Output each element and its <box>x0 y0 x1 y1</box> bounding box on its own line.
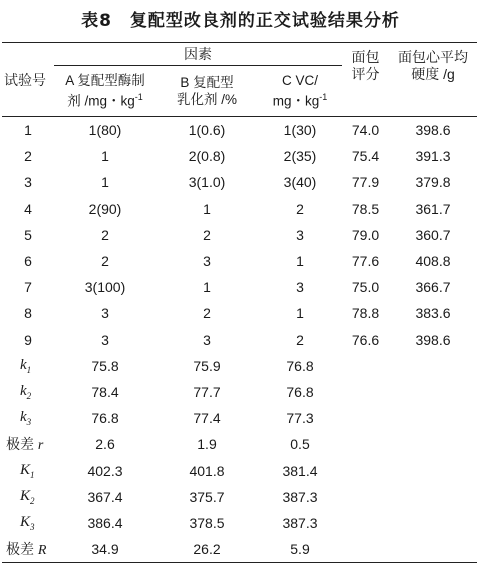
cell-b: 75.9 <box>193 357 221 374</box>
cell-empty <box>342 405 389 431</box>
table-title: 表8 复配型改良剂的正交试验结果分析 <box>81 11 400 31</box>
factor-a-sup: -1 <box>134 92 143 103</box>
factor-a-header <box>54 66 156 117</box>
cell-empty <box>342 379 389 405</box>
range-label: 极差 <box>6 436 38 453</box>
table-row <box>2 248 477 274</box>
factor-b-header <box>156 66 258 117</box>
factor-c-line1: C VC/ <box>282 73 319 89</box>
stat-label-range-r <box>2 431 54 457</box>
cell-score: 77.9 <box>351 174 380 191</box>
stat-row-k3 <box>2 405 477 431</box>
stat-label-k2 <box>2 379 54 405</box>
cell-b: 1 <box>203 279 211 296</box>
cell-hardness: 391.3 <box>415 148 451 165</box>
table-row <box>2 222 477 248</box>
table-row <box>2 327 477 353</box>
cell-hardness: 366.7 <box>415 279 451 296</box>
cell-a: 1(80) <box>88 122 122 139</box>
cell-hardness: 408.8 <box>415 253 451 270</box>
stat-subscript: 2 <box>30 495 35 506</box>
cell-a: 1 <box>101 148 109 165</box>
cell-empty <box>342 536 389 563</box>
cell-score: 77.6 <box>351 253 380 270</box>
cell-c: 3 <box>296 226 304 243</box>
stat-label-range-R <box>2 536 54 563</box>
trial-no: 6 <box>24 253 32 270</box>
stat-subscript: 2 <box>26 390 32 401</box>
trial-no: 2 <box>24 148 32 165</box>
stat-label-K2 <box>2 484 54 510</box>
cell-hardness: 398.6 <box>415 122 451 139</box>
stat-symbol: k <box>20 356 27 373</box>
trial-no: 9 <box>24 331 32 348</box>
cell-a: 76.8 <box>91 410 119 427</box>
cell-empty <box>389 353 477 379</box>
hardness-header-line1: 面包心平均 <box>398 49 469 65</box>
table-row <box>2 196 477 222</box>
table-row <box>2 169 477 195</box>
cell-score: 75.4 <box>351 148 380 165</box>
cell-c: 2 <box>296 331 304 348</box>
cell-a: 34.9 <box>54 536 156 563</box>
orthogonal-test-table <box>2 42 477 563</box>
score-header <box>342 43 389 117</box>
stat-row-K1 <box>2 457 477 483</box>
cell-c: 381.4 <box>282 462 318 479</box>
stat-label-K3 <box>2 510 54 536</box>
trial-no: 7 <box>24 279 32 296</box>
stat-label-k1 <box>2 353 54 379</box>
cell-c: 3(40) <box>283 174 317 191</box>
stat-label-k3 <box>2 405 54 431</box>
cell-score: 78.5 <box>351 200 380 217</box>
stat-symbol: k <box>20 382 27 399</box>
cell-b: 378.5 <box>189 514 225 531</box>
cell-empty <box>342 484 389 510</box>
table-row <box>2 274 477 300</box>
trial-no-header: 试验号 <box>2 43 54 117</box>
cell-b: 77.4 <box>193 410 221 427</box>
cell-score: 79.0 <box>351 226 380 243</box>
cell-b: 26.2 <box>156 536 258 563</box>
cell-score: 76.6 <box>351 331 380 348</box>
cell-a: 75.8 <box>91 357 119 374</box>
stat-symbol: K <box>20 513 31 530</box>
cell-c: 2 <box>296 200 304 217</box>
table-row <box>2 300 477 326</box>
cell-score: 75.0 <box>351 279 380 296</box>
cell-a: 2.6 <box>95 436 115 453</box>
cell-hardness: 383.6 <box>415 305 451 322</box>
cell-a: 386.4 <box>87 514 123 531</box>
stat-row-k1 <box>2 353 477 379</box>
stat-symbol: R <box>37 543 47 559</box>
cell-a: 3(100) <box>84 279 126 296</box>
stat-subscript: 1 <box>26 364 32 375</box>
stat-row-k2 <box>2 379 477 405</box>
cell-empty <box>389 431 477 457</box>
factors-header: 因素 <box>54 43 342 66</box>
cell-empty <box>342 457 389 483</box>
cell-a: 367.4 <box>87 488 123 505</box>
cell-c: 387.3 <box>282 488 318 505</box>
stat-row-range-r <box>2 431 477 457</box>
stat-subscript: 3 <box>30 521 35 532</box>
factor-b-line1: B 复配型 <box>180 75 234 90</box>
stat-row-range-R <box>2 536 477 563</box>
range-label: 极差 <box>6 541 38 558</box>
trial-no: 5 <box>24 226 32 243</box>
cell-b: 1(0.6) <box>188 122 226 139</box>
cell-hardness: 361.7 <box>415 200 451 217</box>
stat-symbol: k <box>20 409 27 426</box>
stat-subscript: 3 <box>26 417 32 428</box>
cell-a: 78.4 <box>91 383 119 400</box>
factor-a-line2: 剂 /mg・kg <box>67 93 135 109</box>
cell-hardness: 360.7 <box>415 226 451 243</box>
hardness-header-line2: 硬度 /g <box>411 66 455 82</box>
cell-b: 1 <box>203 200 211 217</box>
cell-b: 401.8 <box>189 462 225 479</box>
score-header-line2: 评分 <box>351 66 380 82</box>
cell-empty <box>342 510 389 536</box>
cell-c: 5.9 <box>258 536 342 563</box>
cell-c: 1 <box>296 253 304 270</box>
cell-empty <box>389 379 477 405</box>
factor-a-line1: A 复配型酶制 <box>65 73 145 89</box>
cell-empty <box>389 510 477 536</box>
cell-b: 375.7 <box>189 488 225 505</box>
cell-b: 3 <box>203 253 211 270</box>
cell-b: 2 <box>203 305 211 322</box>
cell-c: 3 <box>296 279 304 296</box>
cell-a: 1 <box>101 174 109 191</box>
stat-symbol: K <box>20 461 31 478</box>
stat-symbol: r <box>37 438 44 454</box>
stat-row-K3 <box>2 510 477 536</box>
score-header-line1: 面包 <box>351 49 380 65</box>
cell-score: 74.0 <box>351 122 380 139</box>
hardness-header <box>389 43 477 117</box>
cell-a: 3 <box>101 305 109 322</box>
cell-hardness: 379.8 <box>415 174 451 191</box>
factor-c-line2: mg・kg <box>272 93 320 109</box>
cell-c: 387.3 <box>282 514 318 531</box>
stat-label-K1 <box>2 457 54 483</box>
stat-subscript: 1 <box>30 469 35 480</box>
cell-score: 78.8 <box>351 305 380 322</box>
cell-b: 2(0.8) <box>188 148 226 165</box>
header-row-top <box>2 43 477 66</box>
trial-no: 3 <box>24 174 32 191</box>
cell-empty <box>389 484 477 510</box>
cell-b: 77.7 <box>193 383 221 400</box>
factor-c-sup: -1 <box>319 92 328 103</box>
cell-a: 2(90) <box>88 200 122 217</box>
cell-a: 2 <box>101 253 109 270</box>
cell-a: 3 <box>101 331 109 348</box>
cell-c: 76.8 <box>286 383 314 400</box>
cell-b: 1.9 <box>197 436 217 453</box>
factor-c-header <box>258 66 342 117</box>
cell-empty <box>342 353 389 379</box>
cell-c: 1 <box>296 305 304 322</box>
trial-no: 1 <box>24 122 32 139</box>
cell-c: 0.5 <box>290 436 310 453</box>
cell-a: 402.3 <box>87 462 123 479</box>
cell-empty <box>389 457 477 483</box>
cell-empty <box>389 405 477 431</box>
cell-b: 3 <box>203 331 211 348</box>
cell-c: 77.3 <box>286 410 314 427</box>
cell-b: 2 <box>203 226 211 243</box>
cell-c: 1(30) <box>283 122 317 139</box>
cell-a: 2 <box>101 226 109 243</box>
stat-symbol: K <box>20 487 31 504</box>
cell-c: 76.8 <box>286 357 314 374</box>
cell-empty <box>389 536 477 563</box>
cell-hardness: 398.6 <box>415 331 451 348</box>
stat-row-K2 <box>2 484 477 510</box>
table-row <box>2 117 477 144</box>
trial-no: 8 <box>24 305 32 322</box>
cell-c: 2(35) <box>283 148 317 165</box>
cell-empty <box>342 431 389 457</box>
cell-b: 3(1.0) <box>188 174 226 191</box>
table-row <box>2 143 477 169</box>
trial-no: 4 <box>24 200 32 217</box>
factor-b-line2: 乳化剂 /% <box>176 92 237 107</box>
